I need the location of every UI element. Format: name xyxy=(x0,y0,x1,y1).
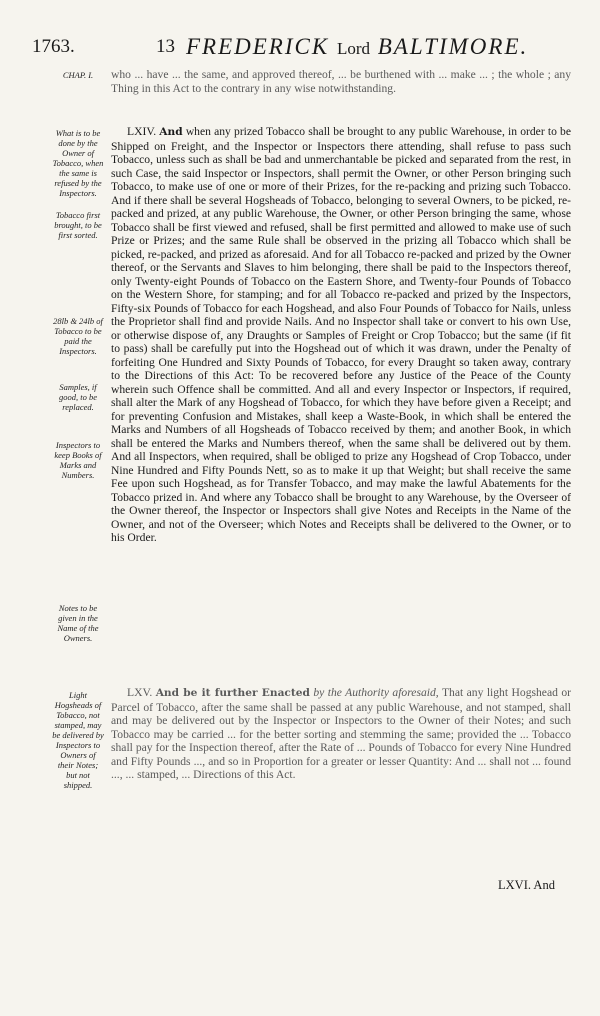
margin-note-books: Inspectors to keep Books of Marks and Numbers. xyxy=(54,440,102,480)
margin-note-samples: Samples, if good, to be replaced. xyxy=(58,382,97,412)
section-64-text: when any prized Tobacco shall be brought to any public Warehouse, in order to be Shipped on Freight, and the Inspector or Inspectors there attending, shall refuse to pass such Tobacco, unless such as shall be bad and unmerchantable be picked and separated from the rest, in such Case, the said Inspector or Inspectors, shall permit the Owner, or other Person bringing such Tobacco, to make use of one or more of their Prizes, for the re-packing and prizing such Tobacco. And if there shall be several Hogsheads of Tobacco, belonging to several Owners, to be picked, re-packed and prized, at any public Warehouse, the Owner, or other Person bringing the same, whose Tobacco shall be first viewed and refused, shall be first permitted and allowed to make use of such Prize or Prizes; and the same Rule shall be observed in the prizing all Tobacco which shall be picked, re-packed, and prized as aforesaid. And for all Tobacco re-packed and prized by the Owner thereof, or the Servants and Slaves to him belonging, there shall be paid to the Inspectors thereof, only Twenty-eight Pounds of Tobacco on the Eastern Shore, and Twenty-four Pounds of Tobacco on the Western Shore, for stamping; and for all Tobacco re-packed and prized by the Inspectors, Fifty-six Pounds of Tobacco for each Hogshead, and also Four Pounds of Tobacco for Nails, unless the Proprietor shall find and provide Nails. And no Inspector shall take or convert to his own Use, or otherwise dispose of, any Draughts or Samples of Freight or Crop Tobacco; but the same (if fit to pass) shall be carefully put into the Hogshead out of which it was drawn, under the Penalty of forfeiting One Hundred and Sixty Pounds of Tobacco, for every Draught so taken away, contrary to the Directions of this Act: To be recovered before any Justice of the Peace of the County wherein such Offence shall be committed. And all and every Inspector or Inspectors, if required, shall alter the Mark of any Hogshead of Tobacco, for which they have before given a Receipt; and for preventing Confusion and Mistakes, shall keep a Waste-Book, in which shall be entered the Marks and Numbers of all Hogsheads of Tobacco received by them; and another Book, in which shall be entered the Marks and Numbers thereof, when the same shall be delivered out by them. And all Inspectors, when required, shall be obliged to prize any Hogshead of Crop Tobacco, under Nine Hundred and Fifty Pounds Nett, so as to make it up that Weight; but shall receive the same Fee upon such Hogshead, as for Transfer Tobacco, and may make the lawful Abatements for the Tobacco prized in. And where any Tobacco shall be brought to any Warehouse, by the Overseer of the Owner thereof, the Inspector or Inspectors shall give Notes and Receipts in the Name of the Owner, and not of the Overseer; which Notes and Receipts shall be delivered to the Owner, or to his Order. xyxy=(111,125,572,544)
title-baltimore: BALTIMORE. xyxy=(377,34,529,59)
title-frederick: FREDERICK xyxy=(186,34,330,59)
page-header xyxy=(32,34,572,64)
margin-note-first-sorted: Tobacco first brought, to be first sorted. xyxy=(54,210,102,240)
section-65-text: That any light Hogshead or Parcel of Tobacco, after the same shall be passed at any public Warehouse, and not stamped, shall and may be delivered out by the Inspector or Inspectors to the Owner of their Notes; and such Tobacco may be carried ... for the better sorting and stemming the same; provided the ... Tobacco shall pay for the Inspection thereof, after the Rate of ... Pounds of Tobacco for every Nine Hundred and Fifty Pounds ..., and so in Proportion for a greater or lesser Quantity: And ... shall not ... found ..., ... stamped, ... Directions of this Act. xyxy=(111,686,571,781)
section-65-authority: by the Authority aforesaid, xyxy=(313,686,439,699)
running-title xyxy=(186,34,528,60)
margin-chap: CHAP. I. xyxy=(62,70,94,80)
section-65-paragraph xyxy=(111,686,571,782)
margin-note-refused: What is to be done by the Owner of Tobacco, when the same is refused by the Inspectors. xyxy=(52,128,104,198)
section-64-initial: And xyxy=(159,126,183,138)
section-65-enacting: And be it further Enacted xyxy=(155,687,310,699)
section-64-number: LXIV. xyxy=(127,125,157,138)
year: 1763. xyxy=(32,36,75,57)
section-65-number: LXV. xyxy=(127,686,153,699)
section-65 xyxy=(111,686,571,782)
margin-note-light-hogsheads: Light Hogsheads of Tobacco, not stamped, may be delivered by Inspectors to Owners of their Notes; but not shipped. xyxy=(52,690,104,790)
catchword-word: And xyxy=(533,878,555,892)
margin-note-fees: 28lb & 24lb of Tobacco to be paid the Inspectors. xyxy=(53,316,103,356)
title-lord: Lord xyxy=(336,39,370,58)
catchword-number: LXVI. xyxy=(498,878,531,892)
section-64-paragraph xyxy=(111,125,571,545)
margin-note-owners: Notes to be given in the Name of the Owners. xyxy=(57,603,99,643)
section-64 xyxy=(111,125,571,545)
page-number: 13 xyxy=(156,36,175,57)
intro-text xyxy=(111,68,571,95)
catchword xyxy=(498,878,555,893)
intro-paragraph: who ... have ... the same, and approved thereof, ... be burthened with ... make ... ; the whole ; any Thing in this Act to the contrary in any wise notwithstanding. xyxy=(111,68,571,95)
